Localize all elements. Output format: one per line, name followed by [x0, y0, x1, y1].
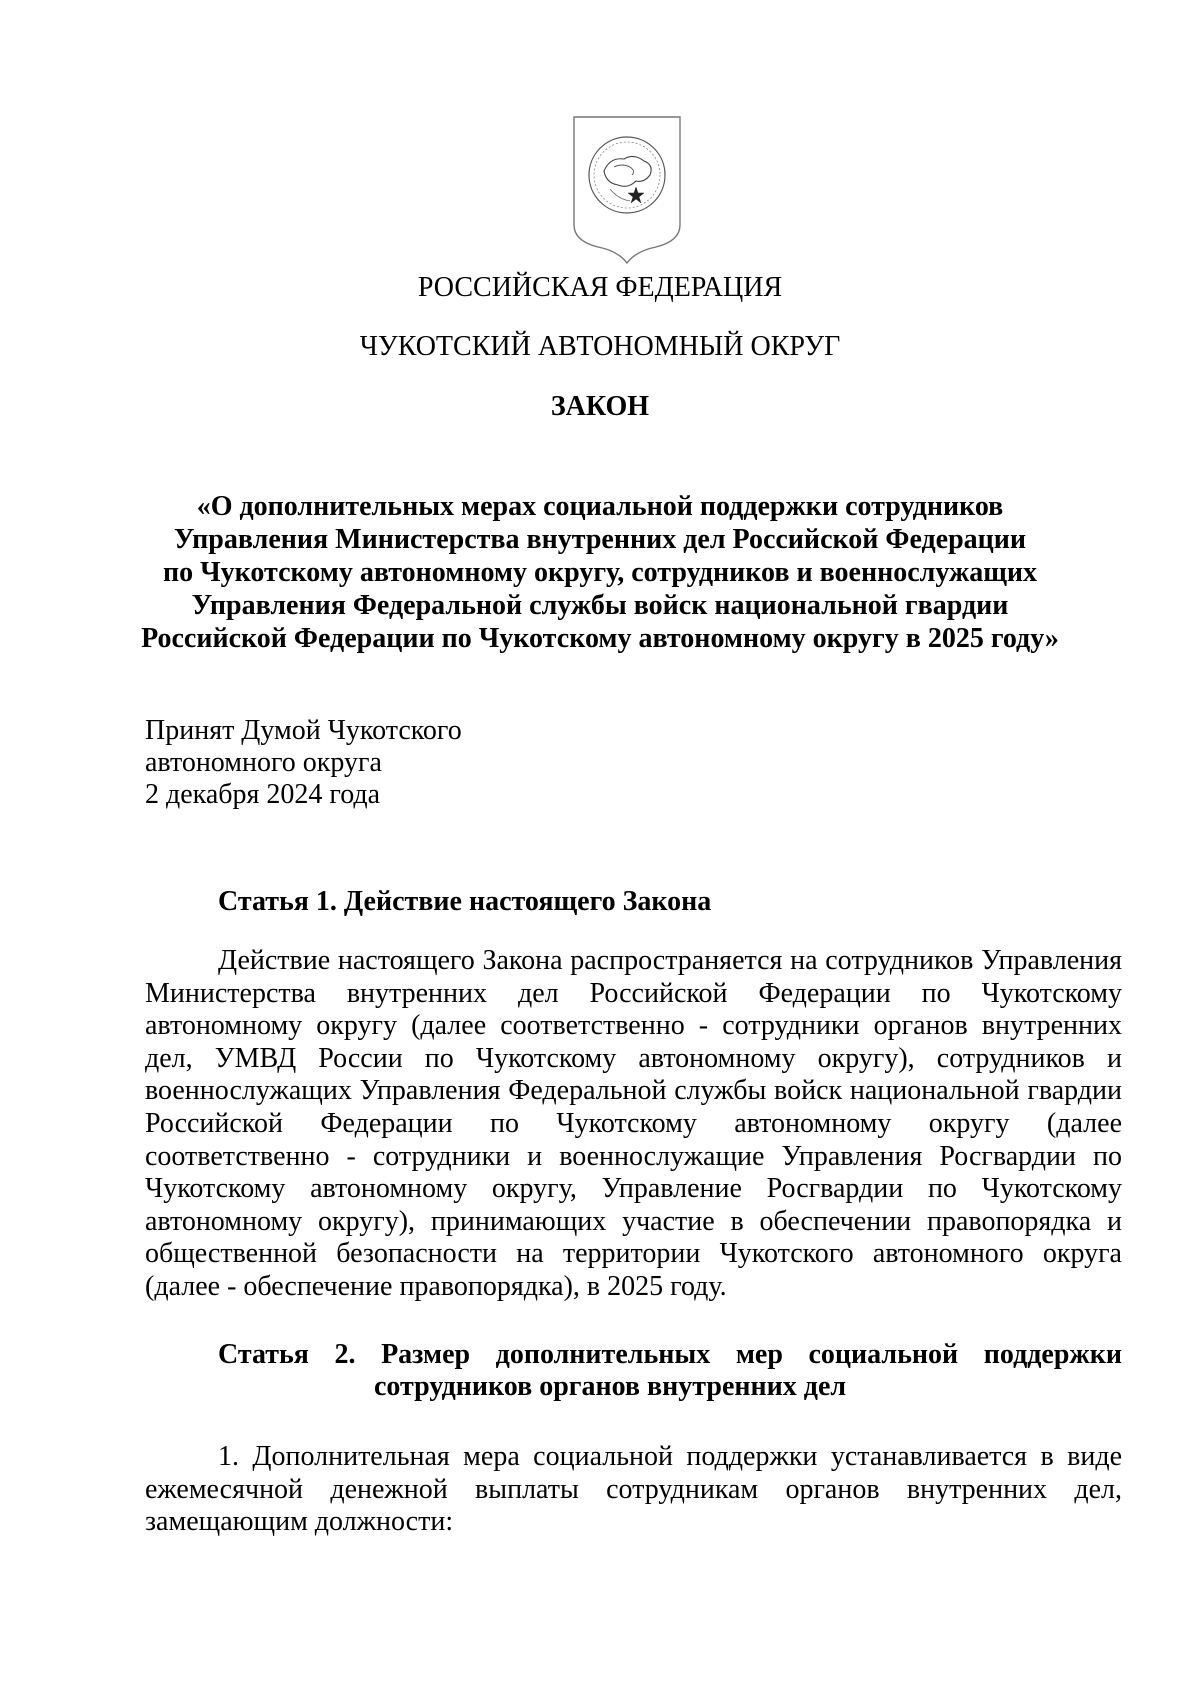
adoption-line: автономного округа	[145, 747, 382, 778]
article-2-heading	[218, 1339, 1122, 1403]
article-2-heading-line2: сотрудников органов внутренних дел	[374, 1371, 847, 1402]
country-name: РОССИЙСКАЯ ФЕДЕРАЦИЯ	[417, 272, 783, 303]
heading-word: дополнительных	[495, 1339, 711, 1370]
document-type: ЗАКОН	[550, 391, 650, 422]
heading-word: мер	[735, 1339, 783, 1370]
heading-word: Статья	[218, 1339, 309, 1370]
heading-word: Размер	[381, 1339, 471, 1370]
adoption-date: 2 декабря 2024 года	[145, 779, 381, 810]
law-title-line: Управления Министерства внутренних дел Российской Федерации	[173, 524, 1027, 555]
law-title-line: Управления Федеральной службы войск национальной гвардии	[191, 590, 1009, 621]
article-2-heading-line1	[218, 1339, 1122, 1371]
law-title-line: по Чукотскому автономному округу, сотрудников и военнослужащих	[162, 557, 1038, 588]
adoption-line: Принят Думой Чукотского	[145, 715, 462, 746]
heading-word: 2.	[334, 1339, 356, 1370]
heading-word: поддержки	[983, 1339, 1122, 1370]
coat-of-arms-emblem	[570, 113, 684, 265]
article-1-heading: Статья 1. Действие настоящего Закона	[218, 886, 712, 917]
law-title-line: «О дополнительных мерах социальной поддержки сотрудников	[196, 491, 1004, 522]
law-title-line: Российской Федерации по Чукотскому автономному округу в 2025 году»	[141, 623, 1059, 654]
adoption-note	[145, 715, 462, 811]
heading-word: социальной	[808, 1339, 959, 1370]
region-name: ЧУКОТСКИЙ АВТОНОМНЫЙ ОКРУГ	[359, 331, 841, 362]
law-title	[120, 490, 1080, 655]
article-1-text: Действие настоящего Закона распространяется на сотрудников Управления Министерства внутренних дел Российской Федерации по Чукотскому автономному округу (далее соответственно - сотрудники органов внутренних дел, УМВД России по Чукотскому автономному округу), сотрудников и военнослужащих Управления Федеральной службы войск национальной гвардии Российской Федерации по Чукотскому автономному округу (далее соответственно - сотрудники и военнослужащие Управления Росгвардии по Чукотскому автономному округу, Управление Росгвардии по Чукотскому автономному округу), принимающих участие в обеспечении правопорядка и общественной безопасности на территории Чукотского автономного округа (далее - обеспечение правопорядка), в 2025 году.	[145, 945, 1122, 1302]
article-2-paragraph-1: 1. Дополнительная мера социальной поддержки устанавливается в виде ежемесячной денежной выплаты сотрудникам органов внутренних дел, замещающим должности:	[145, 1441, 1122, 1538]
